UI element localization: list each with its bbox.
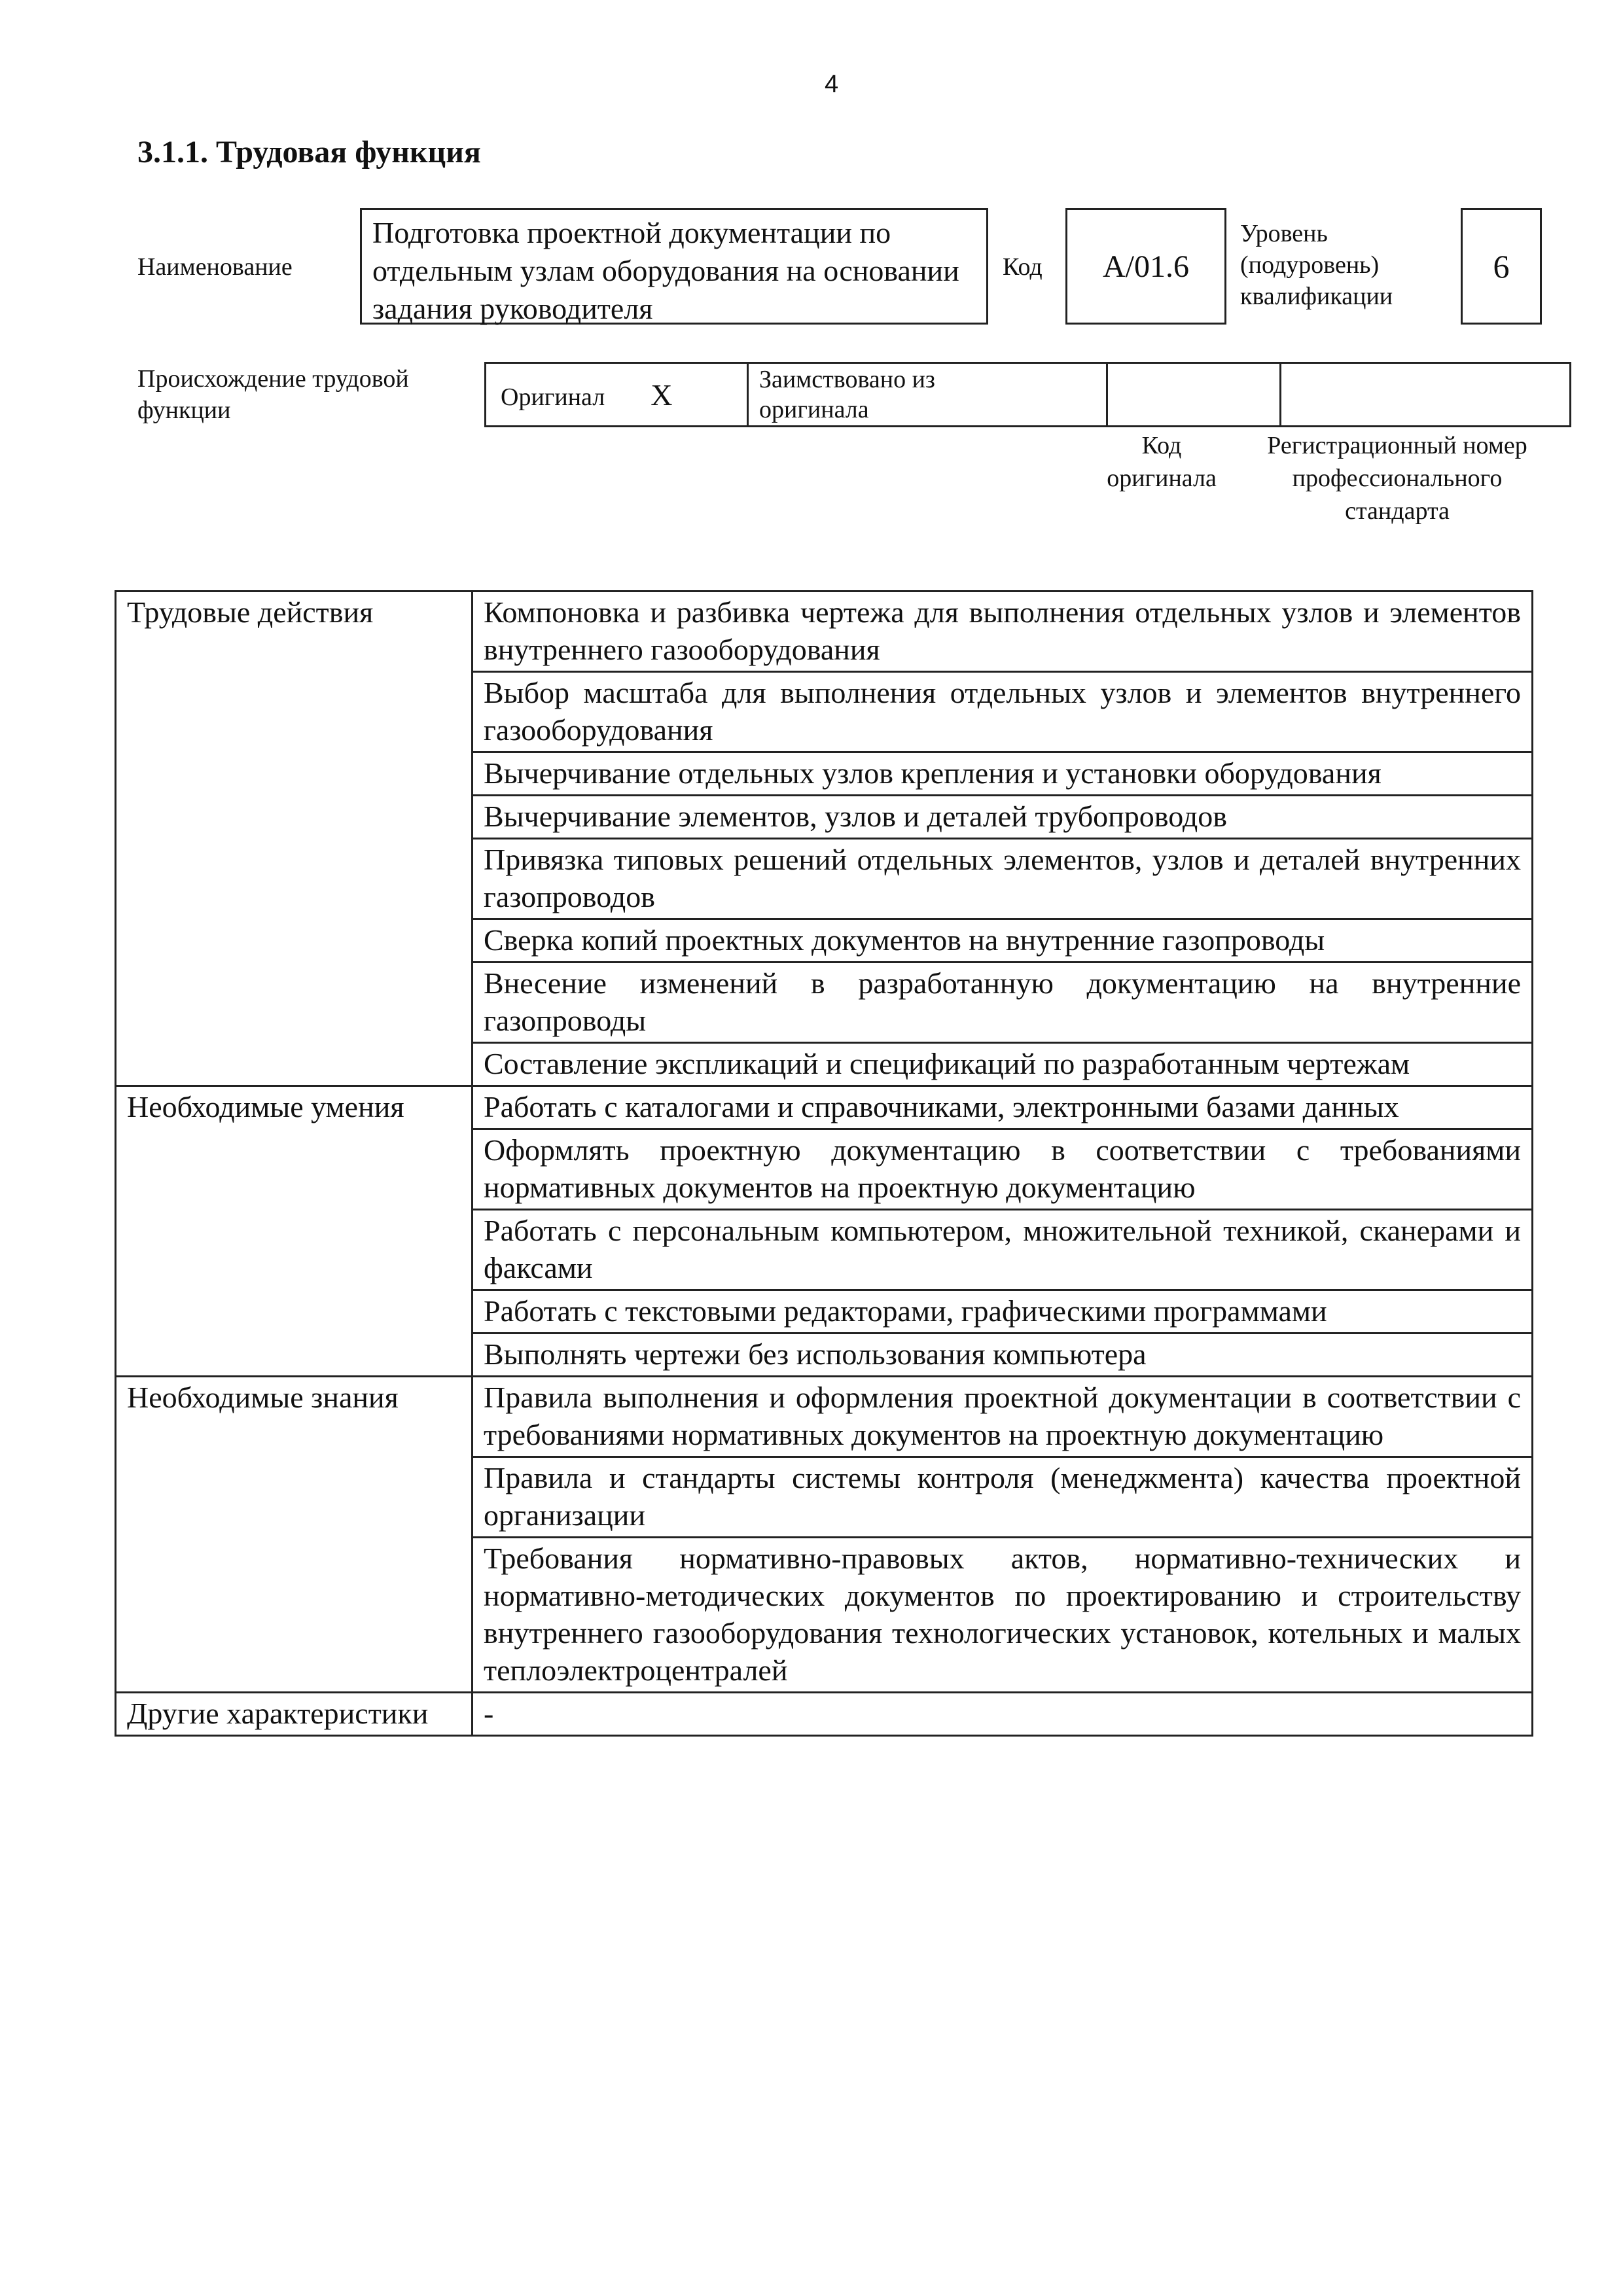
section-item: Правила и стандарты системы контроля (менеджмента) качества проектной организации	[473, 1457, 1533, 1538]
origin-original-cell	[486, 363, 748, 427]
level-value: 6	[1461, 208, 1542, 325]
table-row	[116, 1086, 1533, 1129]
table-row	[116, 1377, 1533, 1457]
section-item: Составление экспликаций и спецификаций по разработанным чертежам	[473, 1043, 1533, 1086]
origin-code-cell	[1107, 363, 1281, 427]
section-item: Оформлять проектную документацию в соответствии с требованиями нормативных документов на проектную документацию	[473, 1129, 1533, 1210]
section-item: Работать с каталогами и справочниками, электронными базами данных	[473, 1086, 1533, 1129]
origin-borrowed-label: Заимствовано из оригинала	[759, 366, 935, 423]
section-item: Сверка копий проектных документов на внутренние газопроводы	[473, 919, 1533, 963]
table-row	[116, 592, 1533, 672]
origin-original-label: Оригинал	[501, 383, 605, 411]
section-item: Требования нормативно-правовых актов, нормативно-технических и нормативно-методических документов по проектированию и строительству внутреннего газооборудования технологических установок, котельных и малых теплоэлектроцентралей	[473, 1538, 1533, 1693]
section-item: Вычерчивание элементов, узлов и деталей трубопроводов	[473, 796, 1533, 839]
page-number: 4	[825, 71, 839, 98]
section-heading: Другие характеристики	[116, 1693, 473, 1736]
code-original-label: Код оригинала	[1107, 432, 1217, 492]
section-item: Выполнять чертежи без использования компьютера	[473, 1333, 1533, 1377]
section-item: Работать с текстовыми редакторами, графическими программами	[473, 1290, 1533, 1333]
section-item: -	[473, 1693, 1533, 1736]
section-item: Выбор масштаба для выполнения отдельных узлов и элементов внутреннего газооборудования	[473, 672, 1533, 752]
origin-reg-cell	[1281, 363, 1571, 427]
reg-number-label: Регистрационный номер профессионального стандарта	[1267, 432, 1527, 525]
origin-table	[484, 362, 1571, 427]
origin-mark: X	[651, 378, 673, 412]
function-name-value: Подготовка проектной документации по отдельным узлам оборудования на основании задания руководителя	[360, 208, 988, 325]
section-item: Работать с персональным компьютером, множительной техникой, сканерами и факсами	[473, 1210, 1533, 1290]
origin-label	[137, 363, 465, 426]
section-item: Привязка типовых решений отдельных элементов, узлов и деталей внутренних газопроводов	[473, 839, 1533, 919]
section-title: 3.1.1. Трудовая функция	[137, 135, 481, 169]
section-item: Внесение изменений в разработанную документацию на внутренние газопроводы	[473, 963, 1533, 1043]
function-table	[115, 590, 1533, 1737]
origin-label-text: Происхождение трудовой функции	[137, 365, 409, 424]
table-row	[116, 1693, 1533, 1736]
section-item: Правила выполнения и оформления проектной документации в соответствии с требованиями нормативных документов на проектную документацию	[473, 1377, 1533, 1457]
section-heading: Трудовые действия	[116, 592, 473, 1086]
section-heading: Необходимые знания	[116, 1377, 473, 1693]
code-label: Код	[1003, 253, 1043, 281]
level-label	[1240, 218, 1430, 312]
name-label: Наименование	[137, 253, 293, 281]
level-label-text: Уровень (подуровень) квалификации	[1240, 220, 1393, 310]
code-value: А/01.6	[1065, 208, 1226, 325]
origin-borrowed-cell	[748, 363, 1107, 427]
section-heading: Необходимые умения	[116, 1086, 473, 1377]
section-item: Компоновка и разбивка чертежа для выполнения отдельных узлов и элементов внутреннего газооборудования	[473, 592, 1533, 672]
section-item: Вычерчивание отдельных узлов крепления и установки оборудования	[473, 752, 1533, 796]
